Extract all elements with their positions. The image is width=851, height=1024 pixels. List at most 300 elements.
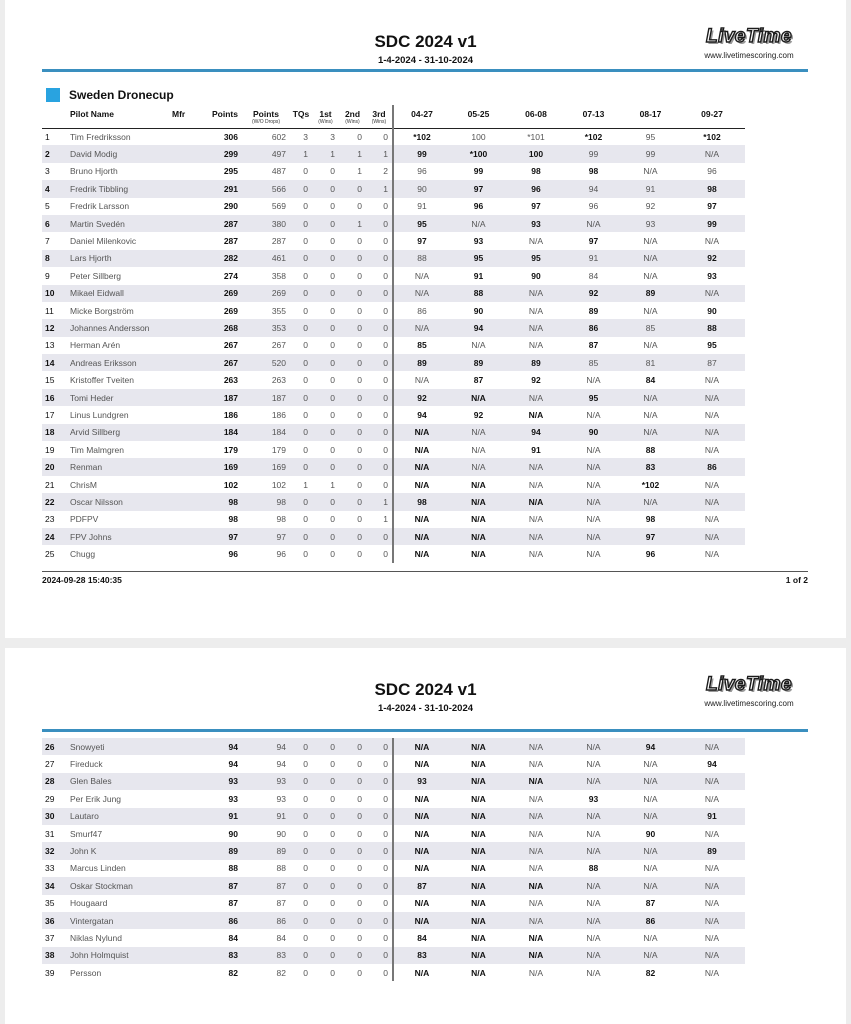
race-result-cell: N/A xyxy=(643,392,658,403)
header-race-5[interactable]: 08-17 xyxy=(639,109,662,119)
livetime-logo: LiveTime xyxy=(705,674,793,695)
mfr-cell xyxy=(172,877,208,894)
race-result-cell: 92 xyxy=(393,389,450,406)
race-result-cell: N/A xyxy=(704,863,720,874)
race-result-cell: N/A xyxy=(528,915,544,926)
race-result-cell: 88 xyxy=(707,322,717,333)
second-wins-cell: 0 xyxy=(357,236,362,247)
tqs-cell: 0 xyxy=(303,759,308,770)
table-row[interactable] xyxy=(42,389,745,406)
mfr-cell xyxy=(172,285,208,302)
first-wins-cell: 0 xyxy=(330,305,335,316)
race-result-cell: N/A xyxy=(704,514,720,525)
race-result-cell: 100 xyxy=(528,149,544,160)
table-row[interactable] xyxy=(42,371,745,388)
third-wins-cell: 0 xyxy=(383,409,388,420)
mfr-cell xyxy=(172,493,208,510)
first-wins-cell: 0 xyxy=(330,218,335,229)
date-range: 1-4-2024 - 31-10-2024 xyxy=(377,55,474,66)
points-wo-cell: 358 xyxy=(271,270,286,281)
position-cell: 4 xyxy=(45,183,50,194)
first-wins-cell: 0 xyxy=(330,880,335,891)
mfr-cell xyxy=(172,267,208,284)
race-result-cell: N/A xyxy=(393,842,450,859)
header-first[interactable]: 1st (Wins) xyxy=(318,109,333,125)
race-result-cell: 94 xyxy=(393,406,450,423)
first-wins-cell: 1 xyxy=(330,149,335,160)
race-result-cell: N/A xyxy=(528,288,544,299)
table-row[interactable] xyxy=(42,128,745,145)
second-wins-cell: 1 xyxy=(357,218,362,229)
pilot-name-cell: Per Erik Jung xyxy=(70,793,122,804)
mfr-cell xyxy=(172,545,208,562)
second-wins-cell: 0 xyxy=(357,828,362,839)
race-result-cell: N/A xyxy=(393,528,450,545)
points-wo-cell: 82 xyxy=(276,967,286,978)
race-result-cell: N/A xyxy=(528,741,544,752)
table-row[interactable] xyxy=(42,912,745,929)
race-result-cell: N/A xyxy=(528,496,544,507)
race-result-cell: 91 xyxy=(588,253,599,264)
pilot-name-cell: Chugg xyxy=(70,549,96,560)
race-result-cell: 99 xyxy=(393,145,450,162)
race-result-cell: N/A xyxy=(704,375,720,386)
race-result-cell: N/A xyxy=(643,427,658,438)
race-result-cell: N/A xyxy=(643,776,658,787)
race-result-cell: 93 xyxy=(588,793,599,804)
race-result-cell: N/A xyxy=(586,776,601,787)
series-color-marker xyxy=(46,88,60,102)
position-cell: 29 xyxy=(45,793,55,804)
points-cell: 274 xyxy=(223,270,238,281)
race-result-cell: N/A xyxy=(393,790,450,807)
race-result-cell: *100 xyxy=(469,149,488,160)
third-wins-cell: 0 xyxy=(383,863,388,874)
race-result-cell: N/A xyxy=(393,912,450,929)
position-cell: 8 xyxy=(45,253,50,264)
race-result-cell: N/A xyxy=(586,898,601,909)
third-wins-cell: 0 xyxy=(383,759,388,770)
race-result-cell: N/A xyxy=(471,967,486,978)
header-pos xyxy=(42,105,70,128)
tqs-cell: 0 xyxy=(303,253,308,264)
race-result-cell: 86 xyxy=(645,915,656,926)
standings-table-continued xyxy=(42,738,745,981)
table-row[interactable] xyxy=(42,285,745,302)
race-result-cell: 91 xyxy=(393,198,450,215)
race-result-cell: N/A xyxy=(643,305,658,316)
race-result-cell: N/A xyxy=(586,218,601,229)
pilot-name-cell: Kristoffer Tveiten xyxy=(70,375,134,386)
race-result-cell: 94 xyxy=(531,427,541,438)
tqs-cell: 1 xyxy=(303,479,308,490)
points-cell: 82 xyxy=(228,967,238,978)
third-wins-cell: 1 xyxy=(383,149,388,160)
website-link[interactable]: www.livetimescoring.com xyxy=(704,51,794,60)
mfr-cell xyxy=(172,458,208,475)
second-wins-cell: 0 xyxy=(357,305,362,316)
pilot-name-cell: Hougaard xyxy=(70,898,108,909)
pilot-name-cell: Bruno Hjorth xyxy=(70,166,118,177)
race-result-cell: N/A xyxy=(586,444,601,455)
first-wins-cell: 0 xyxy=(330,828,335,839)
third-wins-cell: 0 xyxy=(383,846,388,857)
table-row[interactable] xyxy=(42,441,745,458)
points-cell: 88 xyxy=(228,863,238,874)
points-cell: 268 xyxy=(223,322,238,333)
position-cell: 35 xyxy=(45,898,55,909)
race-result-cell: N/A xyxy=(471,392,486,403)
points-wo-cell: 169 xyxy=(271,462,286,473)
table-row[interactable] xyxy=(42,163,745,180)
date-range: 1-4-2024 - 31-10-2024 xyxy=(377,703,474,714)
race-result-cell: N/A xyxy=(471,427,486,438)
points-wo-cell: 86 xyxy=(276,915,286,926)
first-wins-cell: 0 xyxy=(330,950,335,961)
header-third[interactable]: 3rd (Wins) xyxy=(371,109,387,125)
position-cell: 1 xyxy=(45,131,50,142)
points-wo-cell: 380 xyxy=(271,218,286,229)
points-cell: 269 xyxy=(223,288,238,299)
second-wins-cell: 0 xyxy=(357,131,362,142)
first-wins-cell: 0 xyxy=(330,967,335,978)
points-wo-cell: 461 xyxy=(271,253,286,264)
race-result-cell: 89 xyxy=(473,357,484,368)
position-cell: 39 xyxy=(45,967,55,978)
mfr-cell xyxy=(172,145,208,162)
table-row[interactable] xyxy=(42,825,745,842)
points-cell: 96 xyxy=(228,549,238,560)
pilot-name-cell: John Holmquist xyxy=(70,950,129,961)
race-result-cell: 90 xyxy=(473,305,484,316)
mfr-cell xyxy=(172,929,208,946)
race-result-cell: N/A xyxy=(586,479,601,490)
first-wins-cell: 0 xyxy=(330,375,335,386)
table-row[interactable] xyxy=(42,232,745,249)
table-row[interactable] xyxy=(42,198,745,215)
table-row[interactable] xyxy=(42,424,745,441)
race-result-cell: N/A xyxy=(586,549,601,560)
points-wo-cell: 98 xyxy=(276,514,286,525)
footer-rule xyxy=(42,571,808,572)
table-row[interactable] xyxy=(42,773,745,790)
race-result-cell: N/A xyxy=(704,932,720,943)
tqs-cell: 0 xyxy=(303,427,308,438)
race-result-cell: N/A xyxy=(528,322,544,333)
third-wins-cell: 0 xyxy=(383,444,388,455)
race-result-cell: N/A xyxy=(643,880,658,891)
race-result-cell: N/A xyxy=(704,236,720,247)
mfr-cell xyxy=(172,790,208,807)
race-result-cell: N/A xyxy=(704,149,720,160)
header-rule xyxy=(42,729,808,732)
table-row[interactable] xyxy=(42,738,745,755)
pilot-name-cell: Johannes Andersson xyxy=(70,322,150,333)
pilot-name-cell: Peter Sillberg xyxy=(70,270,122,281)
third-wins-cell: 0 xyxy=(383,427,388,438)
pilot-name-cell: Tomi Heder xyxy=(70,392,114,403)
race-result-cell: 97 xyxy=(531,201,541,212)
first-wins-cell: 0 xyxy=(330,427,335,438)
position-cell: 28 xyxy=(45,776,55,787)
table-row[interactable] xyxy=(42,406,745,423)
header-second[interactable]: 2nd (Wins) xyxy=(344,109,361,125)
race-result-cell: N/A xyxy=(471,741,486,752)
race-result-cell: N/A xyxy=(528,828,544,839)
second-wins-cell: 0 xyxy=(357,322,362,333)
points-cell: 287 xyxy=(223,218,238,229)
third-wins-cell: 0 xyxy=(383,776,388,787)
table-row[interactable] xyxy=(42,319,745,336)
third-wins-cell: 0 xyxy=(383,340,388,351)
points-wo-cell: 179 xyxy=(271,444,286,455)
table-row[interactable] xyxy=(42,180,745,197)
points-cell: 291 xyxy=(223,183,238,194)
race-result-cell: N/A xyxy=(704,950,720,961)
website-link[interactable]: www.livetimescoring.com xyxy=(704,699,794,708)
second-wins-cell: 0 xyxy=(357,270,362,281)
tqs-cell: 0 xyxy=(303,950,308,961)
table-row[interactable] xyxy=(42,842,745,859)
race-result-cell: 96 xyxy=(645,549,656,560)
mfr-cell xyxy=(172,250,208,267)
table-row[interactable] xyxy=(42,337,745,354)
race-result-cell: N/A xyxy=(471,915,486,926)
race-result-cell: N/A xyxy=(586,375,601,386)
position-cell: 21 xyxy=(45,479,55,490)
race-result-cell: N/A xyxy=(528,305,544,316)
points-cell: 267 xyxy=(223,340,238,351)
race-result-cell: N/A xyxy=(471,444,486,455)
race-result-cell: 87 xyxy=(473,375,484,386)
third-wins-cell: 0 xyxy=(383,322,388,333)
points-cell: 187 xyxy=(223,392,238,403)
points-cell: 83 xyxy=(228,950,238,961)
tqs-cell: 0 xyxy=(303,288,308,299)
third-wins-cell: 0 xyxy=(383,828,388,839)
first-wins-cell: 0 xyxy=(330,166,335,177)
race-result-cell: N/A xyxy=(393,755,450,772)
tqs-cell: 0 xyxy=(303,932,308,943)
second-wins-cell: 0 xyxy=(357,759,362,770)
race-result-cell: 91 xyxy=(473,270,484,281)
table-row[interactable] xyxy=(42,808,745,825)
header-pilot[interactable]: Pilot Name xyxy=(70,109,114,119)
first-wins-cell: 0 xyxy=(330,811,335,822)
points-cell: 93 xyxy=(228,793,238,804)
points-cell: 269 xyxy=(223,305,238,316)
race-result-cell: N/A xyxy=(528,236,544,247)
race-result-cell: 94 xyxy=(645,741,656,752)
second-wins-cell: 0 xyxy=(357,427,362,438)
table-row[interactable] xyxy=(42,528,745,545)
race-result-cell: N/A xyxy=(586,828,601,839)
table-row[interactable] xyxy=(42,267,745,284)
tqs-cell: 0 xyxy=(303,846,308,857)
race-result-cell: 90 xyxy=(707,305,717,316)
table-row[interactable] xyxy=(42,755,745,772)
race-result-cell: 85 xyxy=(393,337,450,354)
points-wo-cell: 94 xyxy=(276,741,286,752)
table-row[interactable] xyxy=(42,215,745,232)
header-race-1[interactable]: 04-27 xyxy=(393,105,450,128)
race-result-cell: 99 xyxy=(707,218,717,229)
points-wo-cell: 89 xyxy=(276,846,286,857)
first-wins-cell: 0 xyxy=(330,236,335,247)
table-row[interactable] xyxy=(42,895,745,912)
pilot-name-cell: Fireduck xyxy=(70,759,103,770)
tqs-cell: 0 xyxy=(303,741,308,752)
mfr-cell xyxy=(172,738,208,755)
series-name: Sweden Dronecup xyxy=(69,88,174,102)
pilot-name-cell: Niklas Nylund xyxy=(70,932,122,943)
second-wins-cell: 0 xyxy=(357,898,362,909)
race-result-cell: N/A xyxy=(393,285,450,302)
third-wins-cell: 0 xyxy=(383,236,388,247)
tqs-cell: 0 xyxy=(303,863,308,874)
race-result-cell: N/A xyxy=(471,793,486,804)
first-wins-cell: 0 xyxy=(330,253,335,264)
points-wo-cell: 84 xyxy=(276,932,286,943)
race-result-cell: N/A xyxy=(704,828,720,839)
points-cell: 98 xyxy=(228,496,238,507)
first-wins-cell: 0 xyxy=(330,549,335,560)
table-row[interactable] xyxy=(42,145,745,162)
race-result-cell: 92 xyxy=(645,201,656,212)
race-result-cell: 83 xyxy=(645,462,656,473)
second-wins-cell: 0 xyxy=(357,201,362,212)
race-result-cell: 86 xyxy=(707,462,717,473)
second-wins-cell: 0 xyxy=(357,880,362,891)
first-wins-cell: 1 xyxy=(330,479,335,490)
race-result-cell: N/A xyxy=(393,319,450,336)
pilot-name-cell: David Modig xyxy=(70,149,118,160)
points-cell: 295 xyxy=(223,166,238,177)
race-result-cell: N/A xyxy=(704,880,720,891)
mfr-cell xyxy=(172,215,208,232)
position-cell: 38 xyxy=(45,950,55,961)
points-cell: 90 xyxy=(228,828,238,839)
position-cell: 13 xyxy=(45,340,55,351)
third-wins-cell: 0 xyxy=(383,915,388,926)
race-result-cell: 92 xyxy=(588,288,599,299)
race-result-cell: 86 xyxy=(588,322,599,333)
position-cell: 34 xyxy=(45,880,55,891)
mfr-cell xyxy=(172,198,208,215)
header-race-2[interactable]: 05-25 xyxy=(467,109,490,119)
race-result-cell: 94 xyxy=(473,322,484,333)
third-wins-cell: 1 xyxy=(383,496,388,507)
header-race-4[interactable]: 07-13 xyxy=(582,109,605,119)
points-wo-cell: 102 xyxy=(271,479,286,490)
race-result-cell: N/A xyxy=(704,549,720,560)
race-result-cell: 98 xyxy=(588,166,599,177)
points-wo-cell: 187 xyxy=(271,392,286,403)
race-result-cell: 95 xyxy=(588,392,599,403)
tqs-cell: 0 xyxy=(303,496,308,507)
table-row[interactable] xyxy=(42,877,745,894)
first-wins-cell: 0 xyxy=(330,409,335,420)
table-row[interactable] xyxy=(42,929,745,946)
race-result-cell: N/A xyxy=(393,267,450,284)
pilot-name-cell: Lautaro xyxy=(70,811,99,822)
mfr-cell xyxy=(172,511,208,528)
table-row[interactable] xyxy=(42,790,745,807)
table-row[interactable] xyxy=(42,354,745,371)
header-race-6[interactable]: 09-27 xyxy=(701,109,723,119)
third-wins-cell: 0 xyxy=(383,531,388,542)
header-mfr[interactable]: Mfr xyxy=(172,109,186,119)
race-result-cell: 100 xyxy=(471,131,486,142)
table-row[interactable] xyxy=(42,860,745,877)
second-wins-cell: 0 xyxy=(357,514,362,525)
race-result-cell: N/A xyxy=(704,496,720,507)
pilot-name-cell: Snowyeti xyxy=(70,741,105,752)
table-row[interactable] xyxy=(42,493,745,510)
header-rule xyxy=(42,69,808,72)
race-result-cell: N/A xyxy=(643,759,658,770)
tqs-cell: 0 xyxy=(303,880,308,891)
tqs-cell: 0 xyxy=(303,183,308,194)
header-points[interactable]: Points xyxy=(212,109,238,119)
table-row[interactable] xyxy=(42,302,745,319)
points-cell: 87 xyxy=(228,880,238,891)
race-result-cell: N/A xyxy=(528,967,544,978)
race-result-cell: N/A xyxy=(471,828,486,839)
race-result-cell: N/A xyxy=(393,441,450,458)
points-cell: 89 xyxy=(228,846,238,857)
table-row[interactable] xyxy=(42,964,745,981)
table-row[interactable] xyxy=(42,511,745,528)
position-cell: 17 xyxy=(45,409,55,420)
race-result-cell: N/A xyxy=(704,288,720,299)
race-result-cell: N/A xyxy=(704,898,720,909)
header-tqs[interactable]: TQs xyxy=(292,109,310,119)
tqs-cell: 0 xyxy=(303,392,308,403)
mfr-cell xyxy=(172,424,208,441)
race-result-cell: N/A xyxy=(643,932,658,943)
header-points-wo[interactable]: Points (W/O Drops) xyxy=(251,109,281,125)
table-row[interactable] xyxy=(42,458,745,475)
first-wins-cell: 0 xyxy=(330,793,335,804)
table-row[interactable] xyxy=(42,250,745,267)
second-wins-cell: 0 xyxy=(357,496,362,507)
race-result-cell: N/A xyxy=(471,479,486,490)
points-wo-cell: 487 xyxy=(271,166,286,177)
table-row[interactable] xyxy=(42,947,745,964)
tqs-cell: 0 xyxy=(303,549,308,560)
position-cell: 19 xyxy=(45,444,55,455)
position-cell: 33 xyxy=(45,863,55,874)
points-wo-cell: 87 xyxy=(276,880,286,891)
table-row[interactable] xyxy=(42,545,745,562)
race-result-cell: N/A xyxy=(528,898,544,909)
race-result-cell: N/A xyxy=(586,932,601,943)
second-wins-cell: 0 xyxy=(357,253,362,264)
first-wins-cell: 0 xyxy=(330,846,335,857)
points-cell: 93 xyxy=(228,776,238,787)
third-wins-cell: 0 xyxy=(383,270,388,281)
pilot-name-cell: Vintergatan xyxy=(70,915,114,926)
pilot-name-cell: FPV Johns xyxy=(70,531,112,542)
header-race-3[interactable]: 06-08 xyxy=(525,109,547,119)
table-row[interactable] xyxy=(42,476,745,493)
points-wo-cell: 355 xyxy=(271,305,286,316)
report-page-2 xyxy=(5,648,846,1024)
second-wins-cell: 0 xyxy=(357,183,362,194)
race-result-cell: N/A xyxy=(704,409,720,420)
third-wins-cell: 0 xyxy=(383,741,388,752)
